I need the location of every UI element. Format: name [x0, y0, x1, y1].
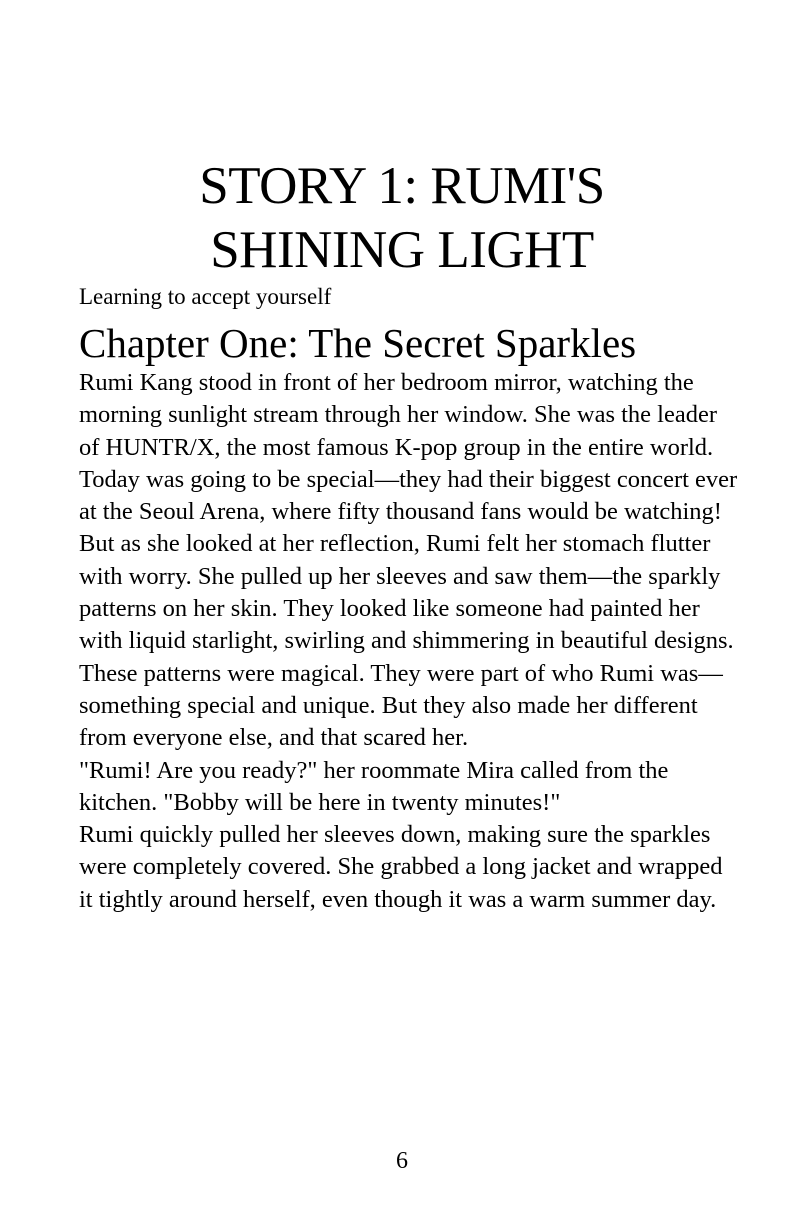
story-title — [0, 154, 794, 282]
paragraph: These patterns were magical. They were part of who Rumi was—something special and unique. But they also made her different from everyone else, and that scared her. — [79, 659, 723, 752]
paragraph: "Rumi! Are you ready?" her roommate Mira called from the kitchen. "Bobby will be here in twenty minutes!" — [79, 756, 669, 816]
chapter-body — [79, 367, 739, 916]
story-title-line-2: SHINING LIGHT — [210, 221, 594, 279]
chapter-title: Chapter One: The Secret Sparkles — [79, 320, 637, 366]
paragraph: But as she looked at her reflection, Rumi felt her stomach flutter with worry. She pulled up her sleeves and saw them—the sparkly patterns on her skin. They looked like someone had painted her with liquid starlight, swirling and shimmering in beautiful designs. — [79, 530, 734, 655]
story-title-line-1: STORY 1: RUMI'S — [199, 157, 605, 215]
paragraph: Rumi Kang stood in front of her bedroom mirror, watching the morning sunlight stream through her window. She was the leader of HUNTR/X, the most famous K-pop group in the entire world. Today was going to be special—they had their biggest concert ever at the Seoul Arena, where fifty thousand fans would be watching! — [79, 369, 738, 526]
paragraph: Rumi quickly pulled her sleeves down, making sure the sparkles were completely covered. She grabbed a long jacket and wrapped it tightly around herself, even though it was a warm summer day. — [79, 821, 723, 913]
story-subtitle: Learning to accept yourself — [79, 284, 332, 309]
page-number: 6 — [396, 1148, 408, 1174]
